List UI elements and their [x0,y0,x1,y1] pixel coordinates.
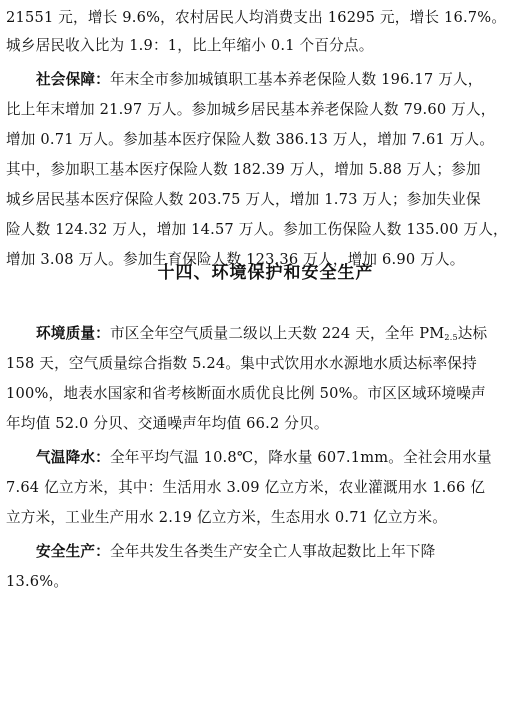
social-security-line-7: 增加 3.08 万人。参加生育保险人数 123.36 万人，增加 6.90 万人。 [6,251,465,268]
social-security-line-4: 其中，参加职工基本医疗保险人数 182.39 万人，增加 5.88 万人；参加 [6,161,481,178]
pm-subscript: 2.5 [444,333,458,342]
environment-line-3: 100%，地表水国家和省考核断面水质优良比例 50%。市区区域环境噪声 [6,385,486,402]
social-security-line-5: 城乡居民基本医疗保险人数 203.75 万人，增加 1.73 万人；参加失业保 [6,191,481,208]
climate-label: 气温降水： [36,449,110,466]
environment-line-1: 环境质量：市区全年空气质量二级以上天数 224 天，全年 $PM_{2.5}$达标 [36,325,488,342]
safety-label: 安全生产： [36,543,110,560]
section-heading: 十四、环境保护和安全生产 [157,263,374,283]
social-security-line-3: 增加 0.71 万人。参加基本医疗保险人数 386.13 万人，增加 7.61 万人。 [6,131,495,148]
climate-line-2: 7.64 亿立方米，其中：生活用水 3.09 亿立方米，农业灌溉用水 1.66 亿 [6,479,486,496]
climate-line-1: 气温降水：全年平均气温 10.8℃，降水量 607.1mm。全社会用水量 [36,449,492,466]
social-security-label: 社会保障： [36,71,110,88]
safety-line-1: 安全生产：全年共发生各类生产安全亡人事故起数比上年下降 [36,543,436,560]
environment-label: 环境质量： [36,325,110,342]
safety-line-2: 13.6%。 [6,573,69,590]
social-security-line-6: 险人数 124.32 万人，增加 14.57 万人。参加工伤保险人数 135.00 万人， [6,221,508,238]
income-line-1: 21551 元，增长 9.6%，农村居民人均消费支出 16295 元，增长 16.7%。 [6,9,507,26]
income-line-2: 城乡居民收入比为 1.9：1，比上年缩小 0.1 个百分点。 [6,37,374,54]
social-security-line-2: 比上年末增加 21.97 万人。参加城乡居民基本养老保险人数 79.60 万人， [6,101,496,118]
social-security-line-1: 社会保障：年末全市参加城镇职工基本养老保险人数 196.17 万人， [36,71,483,88]
climate-line-3: 立方米，工业生产用水 2.19 亿立方米，生态用水 0.71 亿立方米。 [6,509,447,526]
environment-line-2: 158 天，空气质量综合指数 5.24。集中式饮用水水源地水质达标率保持 [6,355,477,372]
environment-line-4: 年均值 52.0 分贝、交通噪声年均值 66.2 分贝。 [6,415,329,432]
